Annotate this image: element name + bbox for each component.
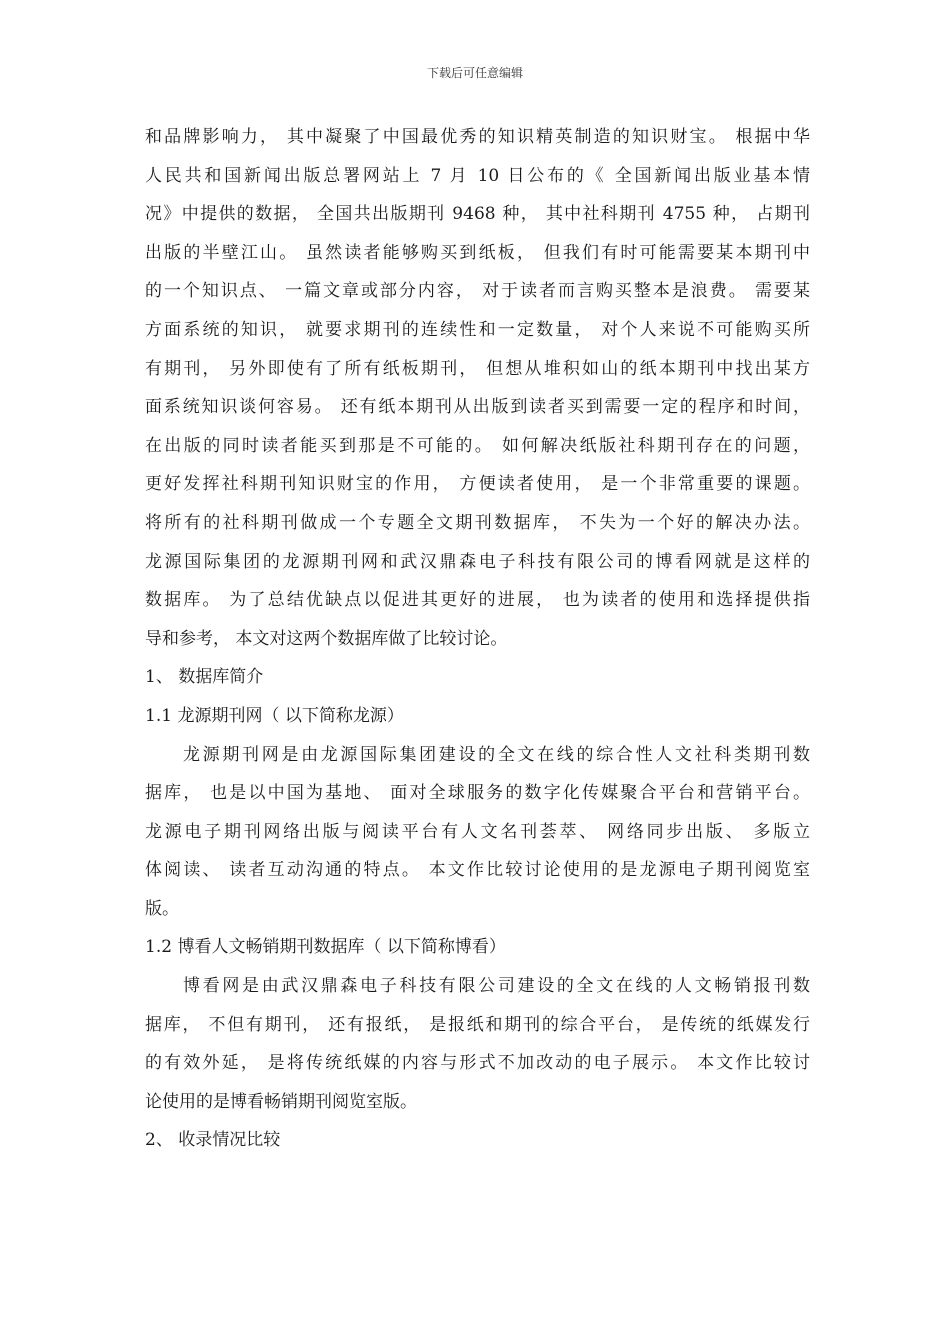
text-line: 2、 收录情况比较 [145, 1130, 281, 1151]
text-line: 方面系统的知识， 就要求期刊的连续性和一定数量， 对个人来说不可能购买所 [145, 319, 810, 340]
text-line: 况》中提供的数据， 全国共出版期刊 9468 种， 其中社科期刊 4755 种， 占期刊 [145, 204, 810, 225]
text-line: 龙源期刊网是由龙源国际集团建设的全文在线的综合性人文社科类期刊数 [183, 744, 810, 765]
text-line: 据库， 也是以中国为基地、 面对全球服务的数字化传媒聚合平台和营销平台。 [145, 783, 810, 804]
text-line: 据库， 不但有期刊， 还有报纸， 是报纸和期刊的综合平台， 是传统的纸媒发行 [145, 1014, 810, 1035]
text-line: 面系统知识谈何容易。 还有纸本期刊从出版到读者买到需要一定的程序和时间， [145, 397, 810, 418]
text-line: 论使用的是博看畅销期刊阅览室版。 [145, 1091, 417, 1112]
text-line: 有期刊， 另外即使有了所有纸板期刊， 但想从堆积如山的纸本期刊中找出某方 [145, 358, 810, 379]
text-line: 体阅读、 读者互动沟通的特点。 本文作比较讨论使用的是龙源电子期刊阅览室 [145, 860, 810, 881]
text-line: 1、 数据库简介 [145, 667, 264, 688]
text-line: 1.1 龙源期刊网（ 以下简称龙源） [145, 705, 404, 726]
text-line: 的一个知识点、 一篇文章或部分内容， 对于读者而言购买整本是浪费。 需要某 [145, 281, 810, 302]
document-body [145, 118, 810, 1160]
page-header: 下载后可任意编辑 [426, 66, 523, 80]
text-line: 出版的半壁江山。 虽然读者能够购买到纸板， 但我们有时可能需要某本期刊中 [145, 242, 810, 263]
text-line: 博看网是由武汉鼎森电子科技有限公司建设的全文在线的人文畅销报刊数 [183, 976, 810, 997]
text-line: 1.2 博看人文畅销期刊数据库（ 以下简称博看） [145, 937, 506, 958]
text-line: 人民共和国新闻出版总署网站上 7 月 10 日公布的《 全国新闻出版业基本情 [145, 165, 810, 186]
text-line: 龙源电子期刊网络出版与阅读平台有人文名刊荟萃、 网络同步出版、 多版立 [145, 821, 810, 842]
text-line: 在出版的同时读者能买到那是不可能的。 如何解决纸版社科期刊存在的问题， [145, 435, 810, 456]
text-line: 和品牌影响力， 其中凝聚了中国最优秀的知识精英制造的知识财宝。 根据中华 [145, 127, 810, 147]
text-line: 龙源国际集团的龙源期刊网和武汉鼎森电子科技有限公司的博看网就是这样的 [145, 551, 810, 572]
text-line: 的有效外延， 是将传统纸媒的内容与形式不加改动的电子展示。 本文作比较讨 [145, 1053, 810, 1074]
text-line: 版。 [145, 898, 179, 919]
text-line: 数据库。 为了总结优缺点以促进其更好的进展， 也为读者的使用和选择提供指 [145, 590, 810, 611]
text-line: 导和参考， 本文对这两个数据库做了比较讨论。 [145, 628, 508, 649]
text-line: 将所有的社科期刊做成一个专题全文期刊数据库， 不失为一个好的解决办法。 [145, 512, 810, 533]
text-line: 更好发挥社科期刊知识财宝的作用， 方便读者使用， 是一个非常重要的课题。 [145, 474, 810, 495]
